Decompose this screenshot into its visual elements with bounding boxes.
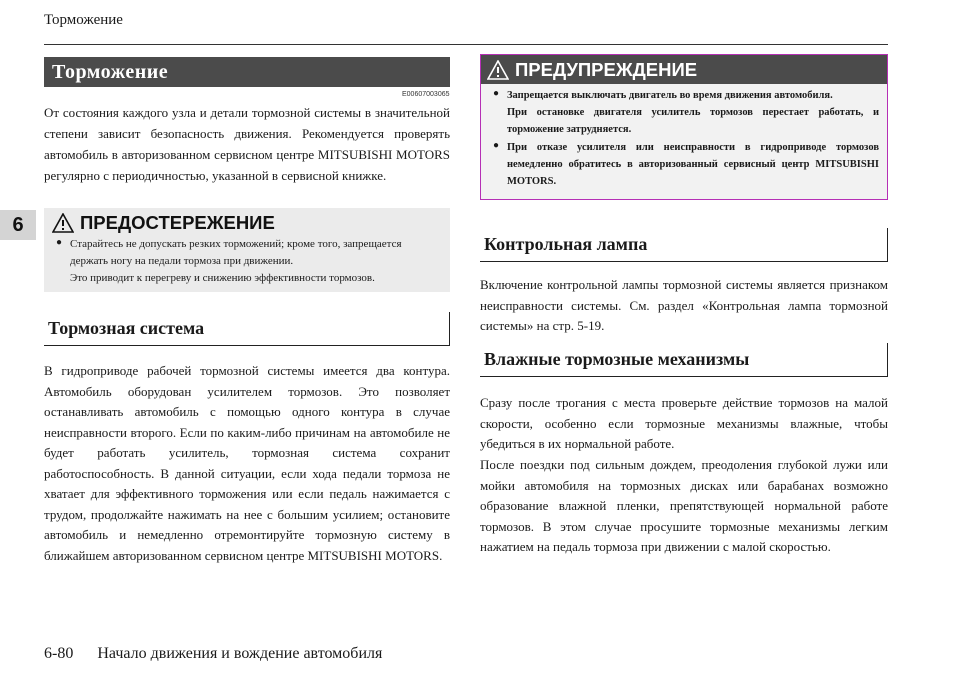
caution-header <box>44 208 450 234</box>
bullet-icon: ● <box>56 237 63 248</box>
wet-brakes-title: Влажные тормозные механизмы <box>484 349 750 369</box>
section-title-bar: Торможение <box>44 57 450 87</box>
wet-brakes-heading <box>480 343 888 377</box>
chapter-title: Начало движения и вождение автомобиля <box>97 645 383 662</box>
page-number: 6-80 <box>44 645 74 662</box>
caution-item <box>44 234 450 287</box>
page-footer <box>44 645 382 663</box>
bullet-icon: ● <box>493 140 500 151</box>
warning-header <box>481 55 887 84</box>
warning-triangle-icon <box>487 60 509 80</box>
caution-box <box>44 208 450 292</box>
brake-system-title: Тормозная система <box>48 318 205 338</box>
header-rule <box>44 44 888 45</box>
warning-item-text: При отказе усилителя или неисправности в гидроприводе тормозов немедленно обратитесь в авторизованный сервисный центр MITSUBISHI MOTORS. <box>507 142 879 187</box>
bullet-icon: ● <box>493 88 500 99</box>
warning-item <box>481 84 887 138</box>
warning-title: ПРЕДУПРЕЖДЕНИЕ <box>515 58 698 80</box>
caution-note: Это приводит к перегреву и снижению эффективности тормозов. <box>70 272 375 284</box>
wet-brakes-paragraph-2: После поездки под сильным дождем, преодоления глубокой лужи или мойки автомобиля на тормозных дисках или барабанах возможно образование влажной пленки, препятствующей нормальной работе тормозов. В этом случае просушите тормозные механизмы легким нажатием на педаль тормоза при движении с малой скоростью. <box>480 457 888 554</box>
warning-box <box>480 54 888 200</box>
caution-triangle-icon <box>52 213 74 233</box>
caution-text: Старайтесь не допускать резких торможений; кроме того, запрещается держать ногу на педали тормоза при движении. <box>70 238 402 267</box>
brake-system-paragraph: В гидроприводе рабочей тормозной системы имеется два контура. Автомобиль оборудован усилителем тормозов. Это позволяет останавливать автомобиль с помощью одного контура в случае неисправности второго. Если по каким-либо причинам на автомобиле не будет работать усилитель, тормозная система сохранит работоспособность. В данной ситуации, если хода педали тормоза не хватает для эффективного торможения или если педаль нажимается с трудом, продолжайте нажимать на нее с большим усилием; остановите автомобиль и немедленно отремонтируйте тормозную систему в ближайшем авторизованном сервисном центре MITSUBISHI MOTORS. <box>44 363 450 563</box>
section-code: E00607003065 <box>402 91 450 98</box>
caution-title: ПРЕДОСТЕРЕЖЕНИЕ <box>80 212 275 233</box>
warning-lamp-heading <box>480 228 888 262</box>
warning-item-note: При остановке двигателя усилитель тормозов перестает работать, и торможение затрудняется. <box>507 107 879 135</box>
warning-item <box>481 138 887 190</box>
warning-lamp-title: Контрольная лампа <box>484 234 648 254</box>
warning-lamp-paragraph: Включение контрольной лампы тормозной системы является признаком неисправности системы. См. раздел «Контрольная лампа тормозной системы» на стр. 5-19. <box>480 277 888 333</box>
page-header-title: Торможение <box>44 12 123 28</box>
warning-item-text: Запрещается выключать двигатель во время движения автомобиля. <box>507 90 833 101</box>
chapter-tab: 6 <box>0 210 36 240</box>
wet-brakes-paragraph-1: Сразу после трогания с места проверьте действие тормозов на малой скорости, особенно если тормозные механизмы влажные, чтобы убедиться в их нормальной работе. <box>480 395 888 451</box>
brake-system-heading <box>44 312 450 346</box>
intro-paragraph: От состояния каждого узла и детали тормозной системы в значительной степени зависит безопасность движения. Рекомендуется проверять автомобиль в авторизованном сервисном центре MITSUBISHI MOTORS регулярно с периодичностью, указанной в сервисной книжке. <box>44 105 450 183</box>
